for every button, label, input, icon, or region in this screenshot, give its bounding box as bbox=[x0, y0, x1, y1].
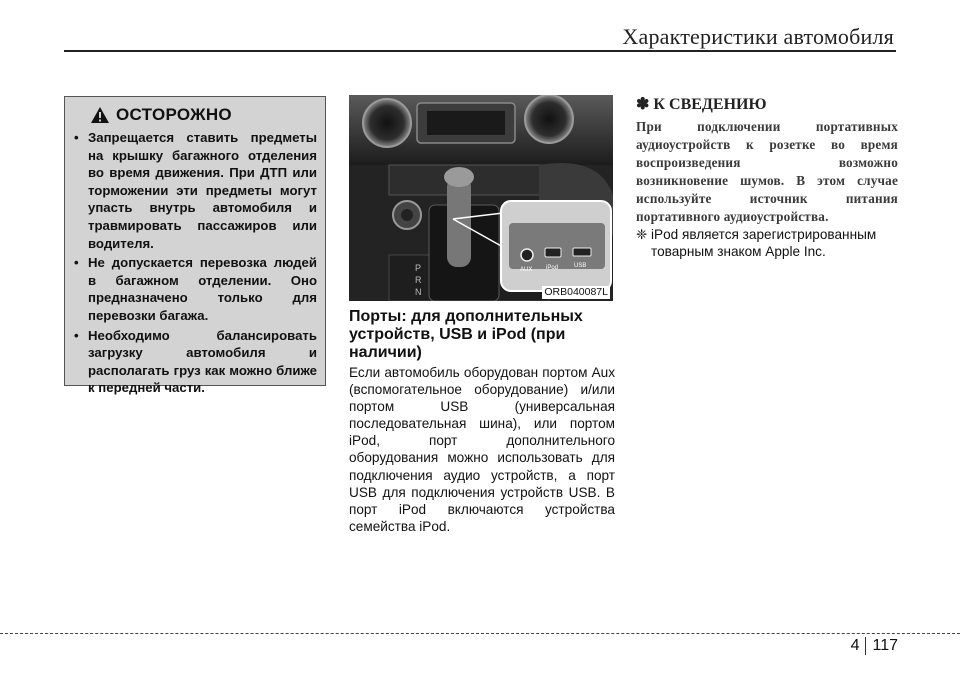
svg-text:R: R bbox=[415, 275, 422, 285]
svg-text:P: P bbox=[415, 263, 422, 273]
info-text: При подключении портативных аудиоустройств к розетке во время воспроизведения возможно возникновение шумов. В этом случае используйте источник питания портативного аудиоустройства. bbox=[636, 119, 898, 224]
caution-box bbox=[64, 96, 326, 396]
bullet: • bbox=[74, 255, 79, 271]
usb-port-label: USB bbox=[574, 263, 587, 269]
caution-item-text: Запрещается ставить предметы на крышку багажного отделения во время движения. При ДТП или торможении эти предметы могут упасть внутрь автомобиля и травмировать пассажиров или водителя. bbox=[88, 130, 317, 251]
bullet: • bbox=[74, 327, 79, 343]
aux-port-label: AUX bbox=[520, 267, 533, 273]
chapter-number: 4 bbox=[850, 637, 860, 654]
caution-header bbox=[90, 105, 317, 125]
footer-divider bbox=[0, 633, 960, 634]
bullet: • bbox=[74, 130, 79, 145]
figure-code: ORB040087L bbox=[544, 286, 608, 298]
caution-item bbox=[74, 254, 317, 324]
caution-item-text: Необходимо балансировать загрузку автомобиля и располагать груз как можно ближе к передней части. bbox=[88, 327, 317, 396]
note-mark: ❈ bbox=[636, 227, 648, 242]
caution-item-text: Не допускается перевозка людей в багажном отделении. Оно предназначено только для перевозки багажа. bbox=[88, 255, 317, 323]
page-index: 117 bbox=[872, 637, 898, 654]
warning-triangle-icon bbox=[90, 106, 110, 124]
svg-text:N: N bbox=[415, 287, 422, 297]
section-body: Если автомобиль оборудован портом Aux (вспомогательное оборудование) и/или портом USB (универсальная последовательная шина), или портом iPod, порт дополнительного оборудования можно использовать для подключения аудио устройств, а порт USB для подключения устройств USB. В порт iPod включаются устройства семейства iPod. bbox=[349, 365, 615, 534]
caution-item bbox=[74, 129, 317, 252]
header-divider bbox=[64, 50, 896, 52]
center-console-illustration bbox=[349, 95, 613, 301]
caution-list bbox=[74, 129, 317, 397]
info-title: ✽ К СВЕДЕНИЮ bbox=[636, 96, 767, 113]
section-title: Порты: для дополнительных устройств, USB и iPod (при наличии) bbox=[349, 308, 583, 361]
ipod-port-label: iPod bbox=[546, 265, 559, 271]
page-number bbox=[851, 637, 898, 655]
console-photo bbox=[349, 95, 613, 301]
caution-title: ОСТОРОЖНО bbox=[116, 105, 232, 124]
note-text: iPod является зарегистрированным товарным знаком Apple Inc. bbox=[651, 227, 877, 260]
trademark-note bbox=[636, 226, 902, 260]
page-separator bbox=[865, 637, 866, 655]
header-title: Характеристики автомобиля bbox=[622, 24, 894, 49]
caution-item bbox=[74, 327, 317, 397]
